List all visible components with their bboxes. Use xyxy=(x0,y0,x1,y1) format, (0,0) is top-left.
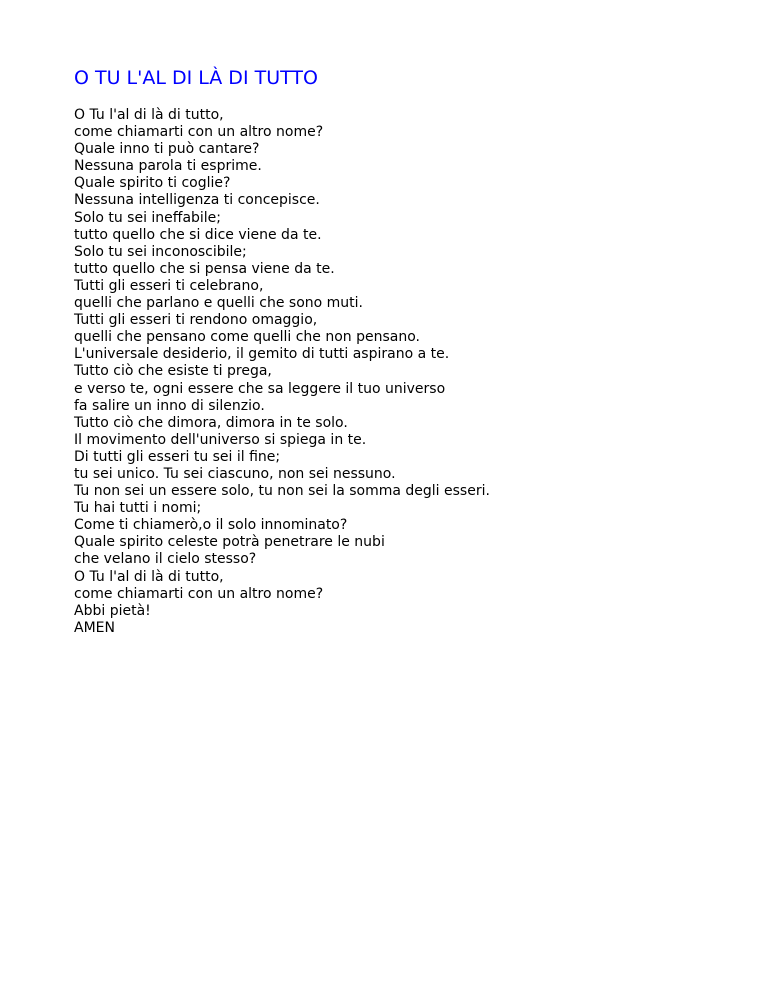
poem-line: Solo tu sei inconoscibile; xyxy=(74,243,247,260)
poem-line: Tutto ciò che dimora, dimora in te solo. xyxy=(74,414,348,431)
poem-line: Il movimento dell'universo si spiega in te. xyxy=(74,431,367,448)
poem-line: quelli che pensano come quelli che non pensano. xyxy=(74,329,421,346)
poem-line: Nessuna intelligenza ti concepisce. xyxy=(74,192,320,209)
poem-line: e verso te, ogni essere che sa leggere il tuo universo xyxy=(74,380,446,397)
poem-line: O Tu l'al di là di tutto, xyxy=(74,107,224,123)
poem-line: tutto quello che si pensa viene da te. xyxy=(74,260,335,277)
poem-line: tu sei unico. Tu sei ciascuno, non sei nessuno. xyxy=(74,465,396,482)
poem-line: Di tutti gli esseri tu sei il fine; xyxy=(74,448,281,465)
poem-body xyxy=(74,107,490,637)
poem-line: Quale spirito celeste potrà penetrare le nubi xyxy=(74,534,385,551)
poem-line: Come ti chiamerò,o il solo innominato? xyxy=(74,517,348,534)
poem-line: Tutti gli esseri ti celebrano, xyxy=(74,277,264,294)
poem-line: come chiamarti con un altro nome? xyxy=(74,124,324,141)
poem-title: O TU L'AL DI LÀ DI TUTTO xyxy=(74,67,318,89)
poem-line: L'universale desiderio, il gemito di tutti aspirano a te. xyxy=(74,346,450,363)
poem-line: fa salire un inno di silenzio. xyxy=(74,397,265,414)
poem-line: AMEN xyxy=(74,619,115,636)
poem-line: Quale inno ti può cantare? xyxy=(74,141,260,158)
poem-line: Quale spirito ti coglie? xyxy=(74,175,231,192)
poem-line: quelli che parlano e quelli che sono muti. xyxy=(74,295,363,312)
poem-line: che velano il cielo stesso? xyxy=(74,551,257,568)
poem-line: Abbi pietà! xyxy=(74,602,151,619)
poem-line: Tu hai tutti i nomi; xyxy=(74,500,202,517)
poem-line: Tutti gli esseri ti rendono omaggio, xyxy=(74,312,318,329)
poem-line: come chiamarti con un altro nome? xyxy=(74,585,324,602)
poem-line: Tutto ciò che esiste ti prega, xyxy=(74,363,272,380)
poem-line: tutto quello che si dice viene da te. xyxy=(74,226,322,243)
poem-line: Tu non sei un essere solo, tu non sei la somma degli esseri. xyxy=(74,483,490,500)
poem-line: O Tu l'al di là di tutto, xyxy=(74,568,224,585)
poem-line: Solo tu sei ineffabile; xyxy=(74,209,222,226)
poem-line: Nessuna parola ti esprime. xyxy=(74,158,262,175)
